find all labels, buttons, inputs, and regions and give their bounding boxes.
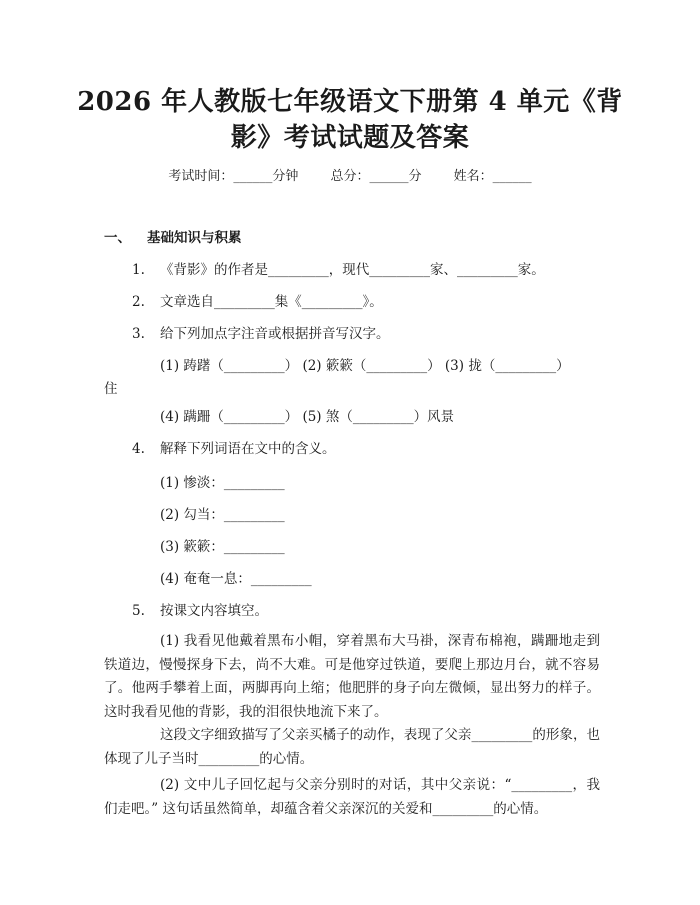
question-text: 按课文内容填空。 [160,603,268,619]
question-number: 3. [132,326,145,342]
q4-item-4: (4) 奄奄一息：_________ [160,571,312,587]
q3-row-2: (4) 蹒跚（_________） (5) 煞（_________）风景 [160,409,455,425]
q5-question-1: 这段文字细致描写了父亲买橘子的动作，表现了父亲_________的形象，也体现了儿子当时_________的心情。 [104,727,600,767]
q3-row-1-wrap: 住 [104,381,118,397]
q4-item-1: (1) 惨淡：_________ [160,475,285,491]
section-number: 一、 [104,230,131,246]
question-3 [132,323,390,345]
document-title-line2: 影》考试试题及答案 [230,123,470,153]
question-1 [132,259,545,281]
q5-question-2: (2) 文中儿子回忆起与父亲分别时的对话，其中父亲说：“_________，我们走吧。” 这句话虽然简单，却蕴含着父亲深沉的关爱和_________的心情。 [104,777,600,817]
question-4 [132,438,336,460]
q3-row-1: (1) 踌躇（_________） (2) 簌簌（_________） (3) 拢（_________） [160,358,570,374]
question-5 [132,600,268,622]
question-number: 2. [132,294,145,310]
section-title: 基础知识与积累 [147,230,242,246]
question-text: 解释下列词语在文中的含义。 [160,441,336,457]
section-heading [104,227,242,249]
question-text: 《背影》的作者是_________，现代_________家、_________家。 [160,262,545,278]
question-number: 1. [132,262,145,278]
question-number: 5. [132,603,145,619]
exam-score: 总分：______分 [330,169,422,184]
question-text: 给下列加点字注音或根据拼音写汉字。 [160,326,390,342]
q4-item-3: (3) 簌簌：_________ [160,539,285,555]
document-title-line1: 2026 年人教版七年级语文下册第 4 单元《背 [77,87,623,117]
exam-name: 姓名：______ [453,169,532,184]
exam-info [0,166,700,188]
question-text: 文章选自_________集《_________》。 [160,294,383,310]
q5-passage: (1) 我看见他戴着黑布小帽，穿着黑布大马褂，深青布棉袍，蹒跚地走到铁道边，慢慢探身下去，尚不大难。可是他穿过铁道，要爬上那边月台，就不容易了。他两手攀着上面，两脚再向上缩；他肥胖的身子向左微倾，显出努力的样子。这时我看见他的背影，我的泪很快地流下来了。 [104,633,600,720]
exam-time: 考试时间：______分钟 [168,169,299,184]
q4-item-2: (2) 勾当：_________ [160,507,285,523]
question-2 [132,291,383,313]
question-number: 4. [132,441,145,457]
